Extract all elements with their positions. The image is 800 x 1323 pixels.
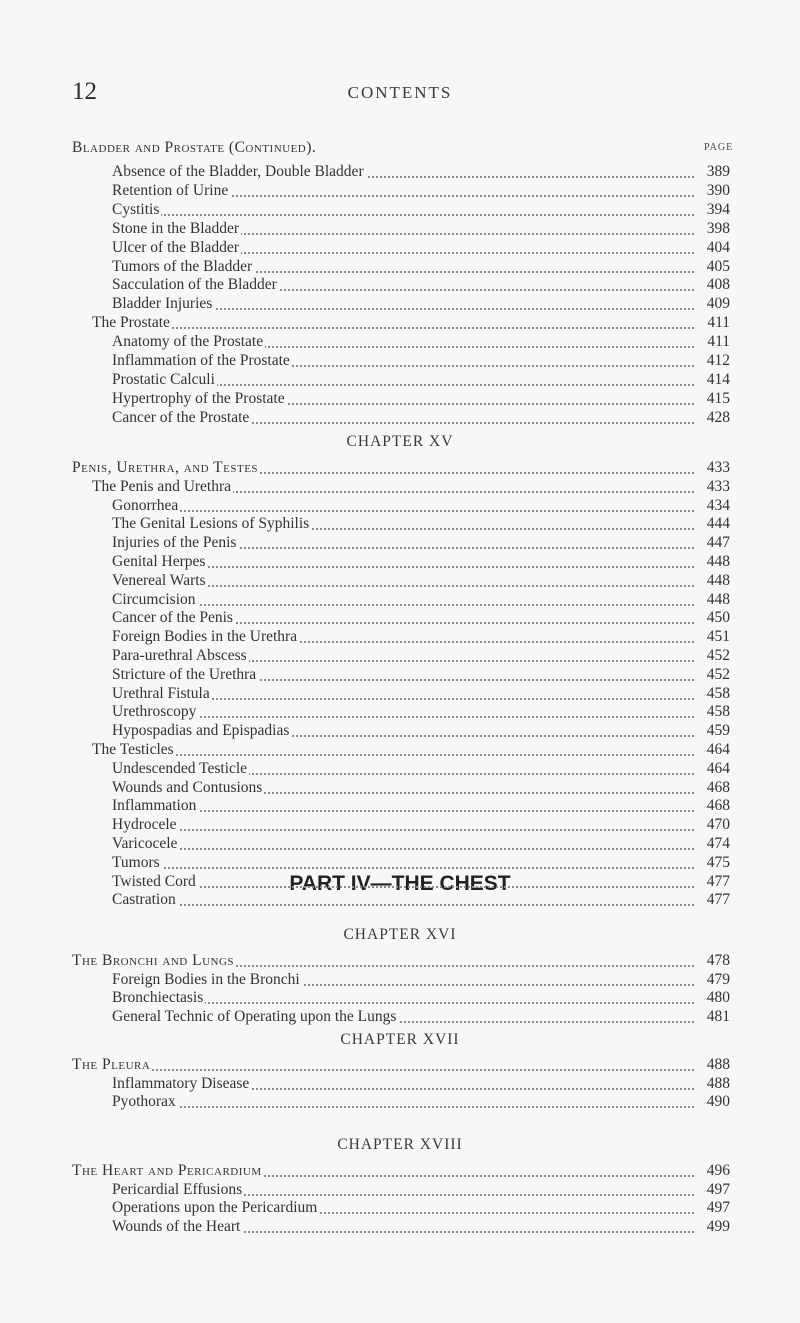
chapter-heading: CHAPTER XVIII	[337, 1136, 463, 1153]
toc-entry-title: Twisted Cord	[112, 872, 196, 890]
toc-entry	[112, 200, 730, 220]
toc-entry	[112, 890, 730, 910]
toc-entry-page: 433	[696, 477, 730, 497]
toc-entry-title: Cancer of the Penis	[112, 609, 233, 627]
toc-entry	[112, 162, 730, 182]
toc-entry-title: Stone in the Bladder	[112, 219, 239, 237]
toc-entry-page: 411	[696, 332, 730, 352]
toc-entry-title: Varicocele	[112, 835, 178, 852]
toc-entry	[112, 590, 730, 610]
toc-entry-title: Hypertrophy of the Prostate	[112, 389, 285, 407]
toc-entry	[112, 853, 730, 873]
toc-entry	[112, 514, 730, 534]
toc-entry-page: 481	[696, 1007, 730, 1027]
toc-entry-title: Penis, Urethra, and Testes	[72, 459, 259, 476]
toc-entry-title: Pyothorax	[112, 1093, 176, 1111]
toc-entry-title: The Bronchi and Lungs	[72, 952, 235, 969]
toc-entry	[112, 988, 730, 1008]
toc-entry	[112, 181, 730, 201]
toc-entry-page: 499	[696, 1217, 730, 1237]
toc-entry-page: 470	[696, 815, 730, 835]
toc-entry-page: 434	[696, 496, 730, 516]
toc-entry-title: Bladder Injuries	[112, 295, 213, 313]
toc-entry-title: The Penis and Urethra	[92, 477, 232, 495]
toc-entry-title: General Technic of Operating upon the Lungs	[112, 1008, 397, 1026]
toc-entry	[112, 759, 730, 779]
toc-entry-title: Gonorrhea	[112, 496, 179, 514]
toc-entry-title: Venereal Warts	[112, 571, 206, 589]
dot-leader	[112, 829, 694, 831]
toc-entry-title: Injuries of the Penis	[112, 534, 237, 552]
toc-entry-title: Genital Herpes	[112, 553, 206, 570]
toc-entry	[112, 1092, 730, 1112]
toc-entry-page: 408	[696, 275, 730, 295]
toc-entry-title: Urethral Fistula	[112, 684, 210, 702]
toc-entry-page: 398	[696, 219, 730, 239]
dot-leader	[112, 214, 694, 216]
toc-entry-page: 389	[696, 162, 730, 182]
toc-entry-title: Prostatic Calculi	[112, 370, 215, 388]
toc-entry-title: Retention of Urine	[112, 181, 229, 199]
toc-entry-page: 415	[696, 389, 730, 409]
toc-entry-title: Sacculation of the Bladder	[112, 276, 277, 294]
toc-entry-page: 475	[696, 853, 730, 873]
dot-leader	[112, 604, 694, 606]
toc-entry	[112, 1074, 730, 1094]
toc-entry-title: Castration	[112, 891, 176, 909]
dot-leader	[112, 1106, 694, 1108]
toc-entry	[112, 552, 730, 572]
dot-leader	[112, 848, 694, 850]
toc-entry	[72, 1055, 730, 1075]
dot-leader	[92, 327, 694, 329]
toc-entry-title: Inflammation of the Prostate	[112, 352, 290, 369]
toc-entry	[112, 533, 730, 553]
toc-entry	[112, 294, 730, 314]
toc-entry-page: 450	[696, 608, 730, 628]
chapter-heading: CHAPTER XV	[346, 433, 454, 450]
toc-entry-page: 464	[696, 740, 730, 760]
page-column-label: PAGE	[704, 142, 734, 153]
toc-entry-title: Inflammatory Disease	[112, 1074, 250, 1092]
toc-entry-page: 497	[696, 1198, 730, 1218]
toc-entry-title: Pericardial Effusions	[112, 1180, 243, 1198]
toc-entry-page: 477	[696, 890, 730, 910]
toc-entry	[112, 332, 730, 352]
toc-entry-title: Undescended Testicle	[112, 759, 248, 777]
toc-entry-page: 490	[696, 1092, 730, 1112]
toc-entry-title: Inflammation	[112, 797, 197, 815]
toc-entry-page: 468	[696, 778, 730, 798]
dot-leader	[112, 716, 694, 718]
toc-entry	[112, 1217, 730, 1237]
dot-leader	[112, 904, 694, 906]
toc-entry-page: 468	[696, 796, 730, 816]
toc-entry-title: Operations upon the Pericardium	[112, 1199, 318, 1217]
toc-entry	[112, 238, 730, 258]
toc-entry-page: 496	[696, 1161, 730, 1181]
toc-entry-page: 390	[696, 181, 730, 201]
toc-entry	[112, 702, 730, 722]
toc-entry-page: 412	[696, 351, 730, 371]
toc-entry-page: 452	[696, 665, 730, 685]
toc-entry	[112, 351, 730, 371]
toc-entry-title: Circumcision	[112, 590, 196, 608]
toc-entry-page: 488	[696, 1055, 730, 1075]
toc-entry	[112, 389, 730, 409]
toc-entry-page: 452	[696, 646, 730, 666]
toc-entry-page: 448	[696, 590, 730, 610]
toc-entry-title: Para-urethral Abscess	[112, 647, 247, 664]
toc-entry	[112, 1180, 730, 1200]
toc-entry-page: 458	[696, 702, 730, 722]
toc-entry	[112, 496, 730, 516]
toc-entry	[112, 970, 730, 990]
toc-entry-page: 405	[696, 257, 730, 277]
toc-entry-page: 488	[696, 1074, 730, 1094]
toc-entry	[92, 477, 730, 497]
page-number: 12	[72, 78, 97, 105]
toc-entry-page: 478	[696, 951, 730, 971]
toc-entry	[112, 370, 730, 390]
part-title: PART IV—THE CHEST	[289, 872, 511, 895]
toc-entry-page: 479	[696, 970, 730, 990]
toc-entry	[112, 275, 730, 295]
toc-entry	[112, 1007, 730, 1027]
toc-entry-page: 448	[696, 571, 730, 591]
running-head	[0, 78, 800, 108]
dot-leader	[112, 867, 694, 869]
toc-entry-title: Bronchiectasis	[112, 989, 204, 1007]
toc-entry	[112, 571, 730, 591]
toc-entry	[112, 646, 730, 666]
toc-entry-page: 459	[696, 721, 730, 741]
toc-entry-page: 458	[696, 684, 730, 704]
toc-entry-title: Hydrocele	[112, 816, 177, 834]
toc-entry-page: 477	[696, 872, 730, 892]
toc-entry-page: 447	[696, 533, 730, 553]
chapter-heading: CHAPTER XVI	[343, 926, 457, 943]
toc-entry-title: Cystitis	[112, 200, 160, 218]
toc-entry-title: Tumors of the Bladder	[112, 257, 253, 275]
toc-entry-page: 414	[696, 370, 730, 390]
toc-entry	[112, 608, 730, 628]
toc-entry-title: Anatomy of the Prostate	[112, 333, 264, 351]
toc-entry	[112, 257, 730, 277]
toc-entry-page: 428	[696, 408, 730, 428]
toc-entry-title: Foreign Bodies in the Urethra	[112, 628, 298, 646]
toc-entry-title: Wounds and Contusions	[112, 778, 263, 796]
toc-entry	[112, 665, 730, 685]
toc-entry-title: Cancer of the Prostate	[112, 408, 250, 426]
dot-leader	[112, 810, 694, 812]
toc-entry-title: The Testicles	[92, 741, 174, 758]
toc-entry	[112, 721, 730, 741]
toc-entry	[112, 815, 730, 835]
toc-entry-page: 444	[696, 514, 730, 534]
toc-entry	[112, 684, 730, 704]
dot-leader	[92, 754, 694, 756]
toc-entry	[112, 834, 730, 854]
toc-entry	[72, 1161, 730, 1181]
toc-entry-page: 497	[696, 1180, 730, 1200]
toc-entry-page: 411	[696, 313, 730, 333]
toc-entry	[112, 796, 730, 816]
toc-entry-page: 394	[696, 200, 730, 220]
toc-entry	[112, 778, 730, 798]
toc-entry	[92, 313, 730, 333]
toc-entry-page: 451	[696, 627, 730, 647]
dot-leader	[112, 510, 694, 512]
toc-entry	[72, 951, 730, 971]
toc-entry	[112, 219, 730, 239]
toc-entry-title: The Prostate	[92, 314, 170, 332]
toc-entry-title: Stricture of the Urethra	[112, 665, 257, 683]
dot-leader	[72, 1069, 694, 1071]
toc-entry	[112, 627, 730, 647]
toc-entry-page: 404	[696, 238, 730, 258]
toc-entry-title: The Genital Lesions of Syphilis	[112, 515, 310, 533]
toc-entry-title: The Heart and Pericardium	[72, 1162, 262, 1179]
toc-entry	[92, 740, 730, 760]
chapter-heading: CHAPTER XVII	[340, 1031, 460, 1048]
toc-entry-page: 464	[696, 759, 730, 779]
toc-entry-title: Wounds of the Heart	[112, 1218, 241, 1236]
toc-entry-page: 409	[696, 294, 730, 314]
toc-entry-title: Hypospadias and Epispadias	[112, 722, 290, 740]
toc-entry-page: 433	[696, 458, 730, 478]
toc-entry-title: Tumors	[112, 853, 160, 871]
continued-section-title: Bladder and Prostate (Continued).	[72, 139, 317, 156]
toc-entry-title: Foreign Bodies in the Bronchi	[112, 970, 300, 988]
toc-entry	[112, 408, 730, 428]
toc-entry-page: 474	[696, 834, 730, 854]
toc-entry-page: 448	[696, 552, 730, 572]
toc-entry-page: 480	[696, 988, 730, 1008]
toc-entry-title: Urethroscopy	[112, 703, 197, 721]
toc-entry-title: The Pleura	[72, 1056, 151, 1073]
toc-entry	[112, 872, 730, 892]
toc-entry	[112, 1198, 730, 1218]
toc-entry-title: Absence of the Bladder, Double Bladder	[112, 163, 364, 180]
toc-entry	[72, 458, 730, 478]
toc-entry-title: Ulcer of the Bladder	[112, 238, 239, 256]
running-title: CONTENTS	[347, 83, 453, 102]
dot-leader	[112, 886, 694, 888]
